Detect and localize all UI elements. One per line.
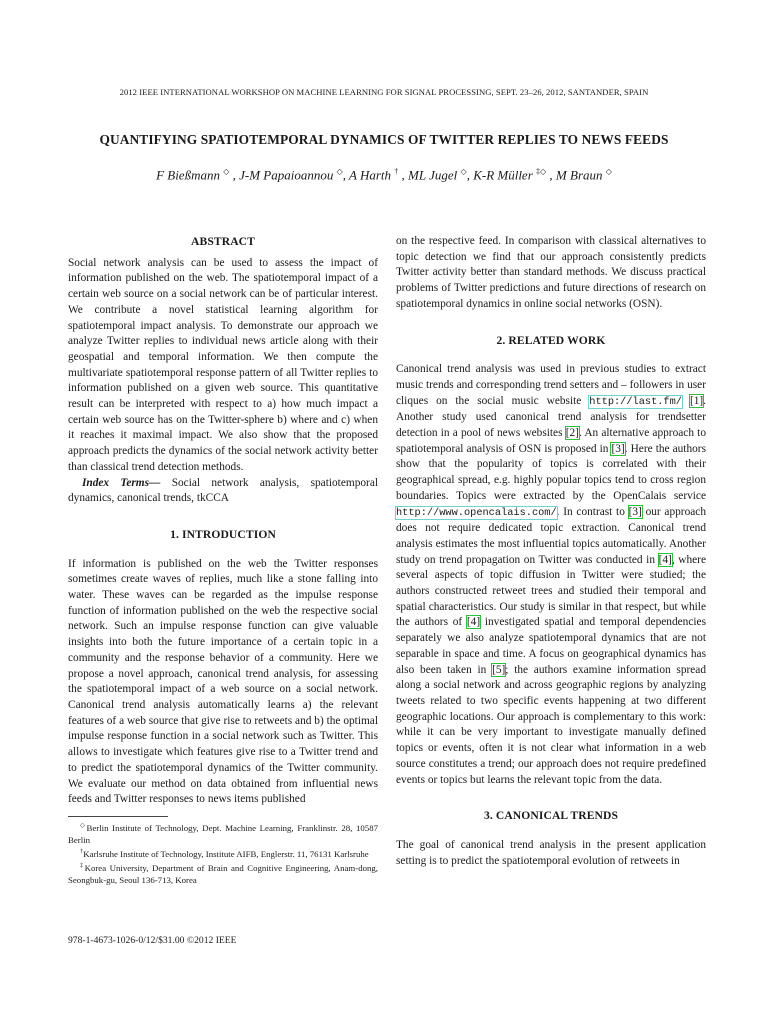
text-run: Canonical trend analysis was used in previous studies to extract music trends and corresponding trend setters and – followers in user cliques on the social music website xyxy=(396,363,706,407)
author-name: ML Jugel xyxy=(408,167,458,183)
copyright-line: 978-1-4673-1026-0/12/$31.00 ©2012 IEEE xyxy=(68,935,237,946)
footnote-karlsruhe xyxy=(68,846,378,860)
text-run: , where several aspects of topic diffusion in Twitter were studied; the authors constructed retweet trees and studied their temporal and spatial characteristics. Our study is similar in that respect, but while the authors of xyxy=(396,553,706,629)
author-name: J-M Papaioannou xyxy=(239,167,334,183)
text-run: investigated spatial and temporal dependencies separately we also analyze spatiotemporal dynamics that are not separable in space and time. A focus on geographical dynamics has also been taken in xyxy=(396,616,706,676)
conference-header: 2012 IEEE INTERNATIONAL WORKSHOP ON MACHINE LEARNING FOR SIGNAL PROCESSING, SEPT. 23–26, 2012, SANTANDER, SPAIN xyxy=(119,87,649,97)
text-run: . An alternative approach to spatiotemporal analysis of OSN is proposed in xyxy=(396,427,706,455)
author-name: M Braun xyxy=(555,167,603,183)
index-terms-text: Social network analysis, spatiotemporal dynamics, canonical trends, tkCCA xyxy=(68,476,379,505)
related-work-heading: 2. RELATED WORK xyxy=(496,333,606,347)
citation-link[interactable]: [2] xyxy=(565,427,579,440)
footnote-mark: ◇ xyxy=(80,821,87,829)
url-link-lastfm[interactable]: http://last.fm/ xyxy=(589,395,682,408)
affiliation-mark: ‡◇ xyxy=(536,167,547,176)
left-column xyxy=(68,234,378,886)
abstract-heading: ABSTRACT xyxy=(191,235,255,248)
citation-link[interactable]: [4] xyxy=(658,553,672,566)
citation-link[interactable]: [1] xyxy=(689,394,704,407)
abstract-text: Social network analysis can be used to assess the impact of information published on the web. The spatiotemporal impact of a certain web source on a social network can be of particular interest. We contribute a novel statistical learning algorithm for spatiotemporal impact analysis. To demonstrate our approach we analyze Twitter replies to individual news article along with their geospatial and temporal information. We then compute the multivariate spatiotemporal response pattern of all Twitter replies to information published on a given web source. This quantitative result can be interpreted with respect to a) how much impact a certain web source has on the Twitter-sphere b) where and c) when it reaches it maximal impact. We also show that the proposed approach predicts the dynamics of the social network activity better than classical trend detection methods. xyxy=(68,256,378,473)
index-terms xyxy=(68,476,378,507)
affiliation-mark: ◇ xyxy=(605,167,612,176)
canonical-trends-text: The goal of canonical trend analysis in the present application setting is to predict the spatiotemporal evolution of retweets in xyxy=(396,838,706,867)
footnote-text: Berlin Institute of Technology, Dept. Machine Learning, Franklinstr. 28, 10587 Berlin xyxy=(68,822,378,845)
citation-link[interactable]: [3] xyxy=(628,505,642,518)
author-name: K-R Müller xyxy=(473,167,533,183)
url-link-opencalais[interactable]: http://www.opencalais.com/ xyxy=(396,506,557,519)
author-name: F Bießmann xyxy=(156,167,220,183)
paper-title: QUANTIFYING SPATIOTEMPORAL DYNAMICS OF TWITTER REPLIES TO NEWS FEEDS xyxy=(99,132,669,147)
affiliation-mark: ◇ xyxy=(336,167,343,176)
affiliation-mark: ◇ xyxy=(460,167,467,176)
canonical-trends-heading: 3. CANONICAL TRENDS xyxy=(483,809,619,823)
author-list: F Bießmann ◇ , J-M Papaioannou ◇, A Harth † , ML Jugel ◇, K-R Müller ‡◇ , M Braun ◇ xyxy=(156,167,612,183)
affiliation-mark: ◇ xyxy=(223,167,230,176)
footnote-korea xyxy=(68,860,378,886)
footnote-mark: ‡ xyxy=(80,861,85,869)
introduction-text: If information is published on the web the Twitter responses sometimes create waves of replies, much like a stone falling into water. These waves can be regarded as the impulse response function of information published on the web the respective social network. Such an impulse response function can give valuable insights into both the future importance of a certain topic in a community and the response behavior of a community. Here we propose a novel approach, canonical trend analysis, for assessing the spatiotemporal impact of a web source on a social network. Canonical trend analysis automatically learns a) the relevant features of a web source that give rise to retweets and b) the optimal impulse response function in a social network such as Twitter. This allows to investigate which features give rise to a Twitter trend and to predict the spatiotemporal dynamics of the Twitter community. We evaluate our method on data obtained from influential news feeds and Twitter responses to news items published xyxy=(68,557,378,806)
footnotes xyxy=(68,820,378,886)
citation-link[interactable]: [5] xyxy=(492,663,506,676)
introduction-heading: 1. INTRODUCTION xyxy=(170,527,276,541)
author-name: A Harth xyxy=(349,167,392,183)
footnote-text: Korea University, Department of Brain and Cognitive Engineering, Anam-dong, Seongbuk-gu, Seoul 136-713, Korea xyxy=(68,862,378,885)
text-run: ; the authors examine information spread along a social network and across geographic regions by analyzing tweets related to two specific events happening at two different geographic locations. Our approach is complementary to this work: while it can be very important to investigate manually defined topics or events, often it is not clear what information in a web source constitutes a trend; our approach does not require predefined events or topics but learns the relevant topic from the data. xyxy=(396,663,707,786)
text-run: our approach does not require dedicated topic extraction. Canonical trend analysis estimates the most influential topics automatically. Another study on trend propagation on Twitter was conducted in xyxy=(396,505,706,566)
right-column xyxy=(396,234,706,869)
citation-link[interactable]: [3] xyxy=(611,442,625,455)
footnote-text: Karlsruhe Institute of Technology, Institute AIFB, Englerstr. 11, 76131 Karlsruhe xyxy=(83,848,369,859)
footnote-mark: † xyxy=(80,847,84,855)
footnote-berlin xyxy=(68,820,378,846)
text-run: . In contrast to xyxy=(556,505,629,518)
citation-link[interactable]: [4] xyxy=(466,616,481,629)
index-terms-label: Index Terms— xyxy=(82,476,161,489)
text-run: . Another study used canonical trend analysis for trendsetter detection in a pool of news websites xyxy=(396,394,707,440)
footnote-rule xyxy=(68,816,168,817)
related-work-text xyxy=(396,362,706,788)
text-run: . Here the authors show that the popularity of topics is correlated with their geographical spread, e.g. highly popular topics tend to cross region boundaries. Topics were extracted by the OpenCalais service xyxy=(396,442,706,502)
introduction-continued: on the respective feed. In comparison with classical alternatives to topic detection we find that our approach consistently predicts Twitter activity better than standard methods. We discuss practical problems of Twitter predictions and future directions of research on spatiotemporal dynamics in online social networks (OSN). xyxy=(396,235,706,310)
affiliation-mark: † xyxy=(394,167,399,176)
